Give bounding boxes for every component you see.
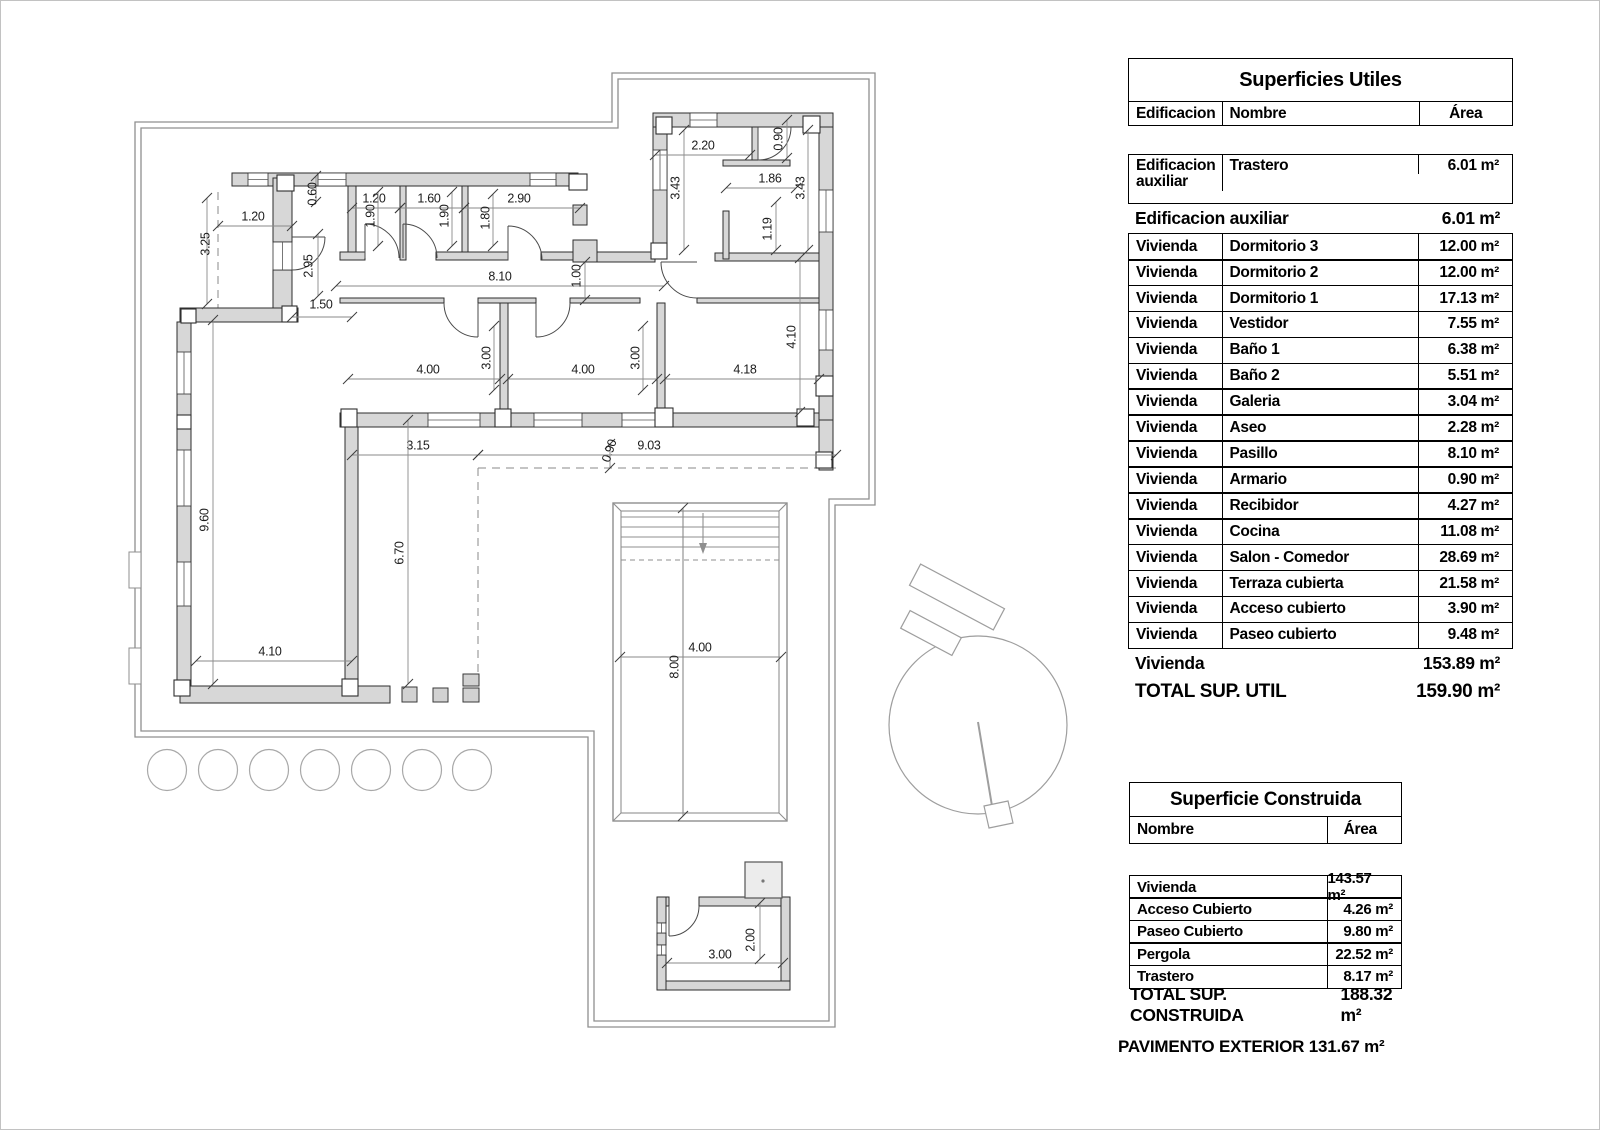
cell-nombre: Dormitorio 3 bbox=[1223, 234, 1420, 260]
dimension-label: 4.00 bbox=[688, 640, 712, 655]
pergola-posts bbox=[402, 674, 479, 702]
column-header-row bbox=[1128, 102, 1513, 126]
table-title: Superficie Construida bbox=[1129, 782, 1402, 817]
dimension-label: 1.00 bbox=[569, 264, 584, 288]
table-row bbox=[1128, 285, 1513, 313]
dimension-label: 3.00 bbox=[708, 947, 732, 962]
cell-edificacion: Vivienda bbox=[1129, 364, 1223, 390]
cell-nombre: Paseo Cubierto bbox=[1130, 921, 1328, 943]
dimension-label: 1.86 bbox=[758, 171, 782, 186]
table-row bbox=[1128, 154, 1513, 204]
dimension-label: 3.25 bbox=[198, 232, 213, 256]
cell-nombre: Baño 2 bbox=[1223, 364, 1420, 390]
dimension-label: 2.90 bbox=[507, 191, 531, 206]
table-row bbox=[1128, 414, 1513, 442]
cell-area: 9.48 m² bbox=[1447, 626, 1499, 644]
subtotal-value: 6.01 m² bbox=[1441, 208, 1500, 228]
dimension-label: 1.20 bbox=[362, 191, 386, 206]
subtotal-label: Edificacion auxiliar bbox=[1135, 208, 1289, 228]
cell-area: 22.52 m² bbox=[1335, 945, 1393, 963]
col-header-area: Área bbox=[1449, 104, 1483, 122]
cell-area: 4.27 m² bbox=[1447, 496, 1499, 514]
cell-nombre: Acceso cubierto bbox=[1223, 597, 1420, 623]
cell-edificacion: Vivienda bbox=[1129, 493, 1223, 519]
dimension-label: 0.90 bbox=[771, 127, 786, 151]
cell-area: 3.90 m² bbox=[1447, 600, 1499, 618]
dimension-label: 3.43 bbox=[793, 176, 808, 200]
dimension-label: 1.90 bbox=[437, 204, 452, 228]
table-body bbox=[1129, 870, 1402, 989]
total-label: TOTAL SUP. CONSTRUIDA bbox=[1130, 983, 1244, 1025]
table-row bbox=[1128, 596, 1513, 624]
cell-edificacion: Vivienda bbox=[1129, 260, 1223, 286]
cell-area: 21.58 m² bbox=[1439, 574, 1499, 592]
dimension-label: 4.00 bbox=[416, 362, 440, 377]
total-row bbox=[1129, 983, 1416, 1025]
table-row bbox=[1128, 363, 1513, 391]
trastero-utility-box bbox=[745, 862, 782, 898]
swimming-pool bbox=[613, 503, 787, 821]
cell-area: 12.00 m² bbox=[1439, 237, 1499, 255]
garden-bench bbox=[901, 611, 962, 656]
table-row bbox=[1128, 233, 1513, 261]
table-body bbox=[1128, 233, 1513, 649]
cell-nombre: Pasillo bbox=[1223, 441, 1420, 467]
dimension-label: 4.10 bbox=[784, 325, 799, 349]
cell-edificacion: Edificacion auxiliar bbox=[1129, 155, 1223, 191]
dimension-label: 9.03 bbox=[637, 438, 661, 453]
cell-nombre: Salon - Comedor bbox=[1223, 545, 1420, 571]
dimension-label: 2.95 bbox=[301, 254, 316, 278]
subtotal-row-aux bbox=[1128, 204, 1513, 233]
table-row bbox=[1129, 942, 1402, 966]
dimension-label: 2.00 bbox=[743, 928, 758, 952]
total-value: 188.32 m² bbox=[1340, 983, 1393, 1025]
dimension-label: 1.80 bbox=[478, 206, 493, 230]
col-header-nombre: Nombre bbox=[1130, 817, 1328, 843]
table-row bbox=[1128, 311, 1513, 339]
cell-area: 8.10 m² bbox=[1447, 445, 1499, 462]
table-title: Superficies Utiles bbox=[1128, 58, 1513, 102]
cell-area: 8.17 m² bbox=[1343, 968, 1393, 986]
cell-nombre: Baño 1 bbox=[1223, 338, 1420, 364]
useful-surfaces-table bbox=[1128, 58, 1513, 706]
total-value: 159.90 m² bbox=[1416, 681, 1500, 703]
cell-edificacion: Vivienda bbox=[1129, 389, 1223, 415]
exterior-pavement-note: PAVIMENTO EXTERIOR 131.67 m² bbox=[1118, 1037, 1385, 1056]
table-row bbox=[1128, 337, 1513, 365]
dimension-label: 0.90 bbox=[599, 437, 620, 464]
cell-edificacion: Vivienda bbox=[1129, 415, 1223, 441]
cell-edificacion: Vivienda bbox=[1129, 234, 1223, 260]
table-row bbox=[1128, 518, 1513, 546]
dimension-label: 0.60 bbox=[305, 182, 320, 206]
table-row bbox=[1128, 570, 1513, 598]
dimension-label: 3.43 bbox=[668, 176, 683, 200]
cell-area: 17.13 m² bbox=[1439, 289, 1499, 307]
table-row bbox=[1129, 870, 1402, 904]
cell-edificacion: Vivienda bbox=[1129, 519, 1223, 545]
cell-edificacion: Vivienda bbox=[1129, 467, 1223, 493]
col-header-edificacion: Edificacion bbox=[1129, 102, 1223, 125]
table-row bbox=[1128, 440, 1513, 468]
dimension-label: 9.60 bbox=[197, 508, 212, 532]
table-row bbox=[1128, 259, 1513, 287]
dimension-label: 4.18 bbox=[733, 362, 757, 377]
col-header-area: Área bbox=[1343, 821, 1377, 838]
cell-nombre: Armario bbox=[1223, 467, 1420, 493]
tree-row bbox=[148, 750, 492, 791]
cell-nombre: Cocina bbox=[1223, 519, 1420, 545]
total-row bbox=[1128, 678, 1513, 706]
table-row bbox=[1129, 920, 1402, 944]
pool-steps-arrow bbox=[699, 543, 707, 554]
dimension-label: 1.19 bbox=[760, 217, 775, 241]
cell-edificacion: Vivienda bbox=[1129, 338, 1223, 364]
dimension-label: 1.60 bbox=[417, 191, 441, 206]
dimension-label: 1.20 bbox=[241, 209, 265, 224]
table-gap bbox=[1128, 126, 1513, 154]
cell-nombre: Paseo cubierto bbox=[1223, 623, 1420, 649]
cell-area: 143.57 m² bbox=[1327, 870, 1372, 904]
dimension-label: 3.00 bbox=[628, 346, 643, 370]
table-row bbox=[1128, 492, 1513, 520]
cell-area: 5.51 m² bbox=[1447, 367, 1499, 385]
cell-nombre: Recibidor bbox=[1223, 493, 1420, 519]
subtotal-value: 153.89 m² bbox=[1422, 653, 1500, 674]
cell-area: 9.80 m² bbox=[1343, 923, 1393, 941]
dimension-label: 1.90 bbox=[363, 204, 378, 228]
cell-area: 0.90 m² bbox=[1447, 470, 1499, 488]
cell-edificacion: Vivienda bbox=[1129, 312, 1223, 338]
column-header-row bbox=[1129, 817, 1402, 844]
cell-edificacion: Vivienda bbox=[1129, 597, 1223, 623]
cell-nombre: Pergola bbox=[1130, 943, 1328, 965]
dimension-label: 6.70 bbox=[392, 541, 407, 565]
cell-area: 28.69 m² bbox=[1439, 548, 1499, 566]
cell-area: 3.04 m² bbox=[1447, 393, 1499, 411]
cell-area: 11.08 m² bbox=[1440, 522, 1499, 540]
cell-edificacion: Vivienda bbox=[1129, 571, 1223, 597]
cell-nombre: Trastero bbox=[1223, 155, 1420, 174]
cell-nombre: Vestidor bbox=[1223, 312, 1420, 338]
table-row bbox=[1128, 388, 1513, 416]
dimension-label: 8.10 bbox=[488, 269, 512, 284]
dimension-label: 2.20 bbox=[691, 138, 715, 153]
dimension-label: 3.00 bbox=[479, 346, 494, 370]
cell-area: 6.01 m² bbox=[1447, 157, 1499, 174]
cell-edificacion: Vivienda bbox=[1129, 286, 1223, 312]
cell-nombre: Acceso Cubierto bbox=[1130, 898, 1328, 920]
cell-area: 7.55 m² bbox=[1447, 315, 1499, 333]
built-surfaces-table bbox=[1129, 782, 1402, 1025]
cell-area: 4.26 m² bbox=[1343, 900, 1393, 918]
table-row bbox=[1128, 544, 1513, 572]
cell-nombre: Dormitorio 1 bbox=[1223, 286, 1420, 312]
cell-nombre: Terraza cubierta bbox=[1223, 571, 1420, 597]
cell-edificacion: Vivienda bbox=[1129, 441, 1223, 467]
cell-nombre: Aseo bbox=[1223, 415, 1420, 441]
cell-edificacion: Vivienda bbox=[1129, 623, 1223, 649]
dimension-label: 3.15 bbox=[406, 438, 430, 453]
cell-nombre: Galeria bbox=[1223, 389, 1420, 415]
dimension-label: 4.10 bbox=[258, 644, 282, 659]
subtotal-row-vivienda bbox=[1128, 649, 1513, 678]
dimension-label: 1.50 bbox=[309, 297, 333, 312]
table-row bbox=[1129, 897, 1402, 921]
cell-edificacion: Vivienda bbox=[1129, 545, 1223, 571]
total-label: TOTAL SUP. UTIL bbox=[1135, 681, 1287, 703]
round-garden-feature bbox=[889, 564, 1067, 828]
cell-nombre: Vivienda bbox=[1130, 876, 1328, 898]
dimension-label: 8.00 bbox=[667, 655, 682, 679]
cell-area: 12.00 m² bbox=[1439, 263, 1499, 281]
cell-nombre: Trastero bbox=[1130, 966, 1328, 988]
table-row bbox=[1128, 466, 1513, 494]
door-swings bbox=[292, 127, 791, 936]
cell-nombre: Dormitorio 2 bbox=[1223, 260, 1420, 286]
cell-area: 2.28 m² bbox=[1447, 419, 1499, 437]
table-row bbox=[1128, 622, 1513, 650]
cell-area: 6.38 m² bbox=[1447, 341, 1499, 359]
dimension-label: 4.00 bbox=[571, 362, 595, 377]
subtotal-label: Vivienda bbox=[1135, 653, 1205, 674]
col-header-nombre: Nombre bbox=[1223, 102, 1420, 125]
